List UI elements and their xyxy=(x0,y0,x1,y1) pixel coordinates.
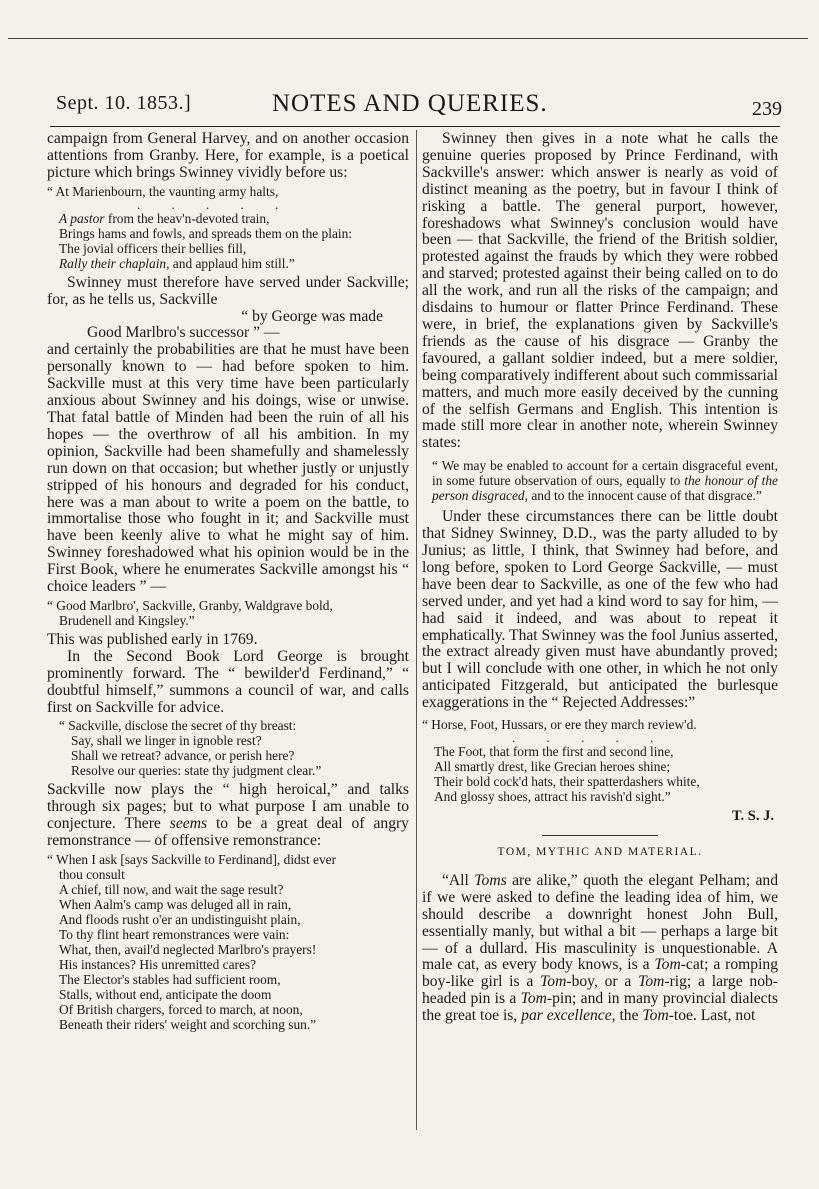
ellipsis-dots: . . . . . xyxy=(137,196,293,212)
verse-line: The jovial officers their bellies fill, xyxy=(59,240,247,256)
header-title: NOTES AND QUERIES. xyxy=(272,90,548,117)
author-signature: T. S. J. xyxy=(731,808,774,825)
italic-text: seems xyxy=(169,815,208,833)
verse-line: And glossy shoes, attract his ravish'd sight.” xyxy=(434,789,671,805)
verse-line: Their bold cock'd hats, their spatterdashers white, xyxy=(434,774,700,790)
paragraph: Swinney must therefore have served under Sackville; for, as he tells us, Sackville xyxy=(47,273,409,308)
italic-text: Tom xyxy=(540,973,567,991)
italic-text: par excellence, xyxy=(521,1007,616,1025)
italic-text: Tom xyxy=(642,1007,669,1025)
italic-text: Rally their chaplain, xyxy=(59,255,170,271)
verse-line: A pastor from the heav'n-devoted train, xyxy=(59,210,270,226)
verse-quote xyxy=(47,718,409,778)
verse-line: thou consult xyxy=(59,867,125,883)
verse-quote xyxy=(47,184,409,271)
italic-text: A pastor xyxy=(59,210,105,226)
paragraph: and certainly the probabilities are that he must have been personally known to — had before spoken to him. Sackville must at this very time have been particularly anxious about Swinney and his doings, wise or unwise. That fatal battle of Minden had been the ruin of all his hopes — the overthrow of all his ambition. In my opinion, Sackville had been shamefully and shamelessly run down on that occasion; but whether justly or unjustly stripped of his honours and degraded for his conduct, here was a man about to write a poem on the battle, to immortalise those who fought in it; and Sackville must have been keenly alive to what he might say of him. Swinney foreshadowed what his opinion would be in the First Book, where he enumerates Sackville amongst his “ choice leaders ” — xyxy=(47,341,409,596)
inline-quote-line: “ by George was made xyxy=(241,307,383,325)
paragraph: This was published early in 1769. xyxy=(47,630,258,648)
italic-text: Tom xyxy=(520,990,547,1008)
verse-quote xyxy=(422,717,778,804)
italic-text: Tom xyxy=(638,973,665,991)
verse-line: Shall we retreat? advance, or perish here? xyxy=(71,748,295,764)
column-divider xyxy=(416,130,417,1130)
paragraph: In the Second Book Lord George is brought prominently forward. The “ bewilder'd Ferdinand,” “ doubtful himself,” summons a council of war, and calls first on Sackville for advice. xyxy=(47,647,409,716)
top-rule xyxy=(8,38,808,39)
verse-line: “ Sackville, disclose the secret of thy breast: xyxy=(59,718,297,734)
verse-line: Brings hams and fowls, and spreads them on the plain: xyxy=(59,225,353,241)
verse-line: A chief, till now, and wait the sage result? xyxy=(59,882,284,898)
inline-quote-line: Good Marlbro's successor ” — xyxy=(87,324,280,342)
page-number: 239 xyxy=(752,98,782,120)
italic-text: Tom xyxy=(654,956,681,974)
verse-line: What, then, avail'd neglected Marlbro's prayers! xyxy=(59,942,317,958)
verse-quote xyxy=(47,852,409,1032)
verse-quote xyxy=(47,598,409,628)
italic-text: the honour of the person disgraced, xyxy=(432,473,778,504)
verse-line: And floods rusht o'er an undistinguisht plain, xyxy=(59,912,301,928)
left-column xyxy=(47,131,409,1036)
verse-line: Resolve our queries: state thy judgment clear.” xyxy=(71,763,322,779)
section-title: TOM, MYTHIC AND MATERIAL. xyxy=(497,846,703,858)
paragraph: campaign from General Harvey, and on another occasion attentions from Granby. Here, for example, is a poetical picture which brings Swinney vividly before us: xyxy=(47,130,409,181)
verse-line: “ Good Marlbro', Sackville, Granby, Waldgrave bold, xyxy=(47,597,333,613)
verse-line: Brudenell and Kingsley.” xyxy=(59,612,195,628)
verse-line: The Foot, that form the first and second line, xyxy=(434,744,674,760)
header-rule xyxy=(50,126,780,127)
right-column xyxy=(422,131,778,1025)
prose-quote: “ We may be enabled to account for a certain disgraceful event, in some future observation of ours, equally to the honour of the person disgraced, and to the innocent cause of that disgrace.” xyxy=(432,458,778,504)
page-header xyxy=(56,90,782,124)
verse-line: Stalls, without end, anticipate the doom xyxy=(59,987,272,1003)
verse-line: Of British chargers, forced to march, at noon, xyxy=(59,1002,303,1018)
verse-line: To thy flint heart remonstrances were vain: xyxy=(59,927,290,943)
verse-line: “ At Marienbourn, the vaunting army halts, xyxy=(47,183,279,199)
paragraph: Swinney then gives in a note what he calls the genuine queries proposed by Prince Ferdinand, with Sackville's answer: which answer is nearly as void of distinct meaning as the poetry, but in favour I think of risking a battle. The general purport, however, foreshadows what Swinney's conclusion would have been — that Sackville, the friend of the British soldier, protested against the frauds by which they were robbed and starved; protested against their being called on to do all the work, and run all the risks of the campaign; and disdains to humour or flatter Prince Ferdinand. These were, in brief, the explanations given by Sackville's friends as the cause of his disgrace — Granby the favoured, a gallant soldier indeed, but a mere soldier, being comparatively indifferent about such commissarial matters, and much more easily deceived by the cunning of the selfish Germans and English. This intention is made still more clear in another note, wherein Swinney states: xyxy=(422,130,778,452)
verse-line: His instances? His unremitted cares? xyxy=(59,957,257,973)
paragraph: Under these circumstances there can be little doubt that Sidney Swinney, D.D., was the party alluded to by Junius; as little, I think, that Swinney had before, and long before, spoken to Lord George Sackville, — must have been dear to Sackville, as one of the few who had served under, and yet had a kind word to say for him, — had said it indeed, and was about to repeat it emphatically. That Swinney was the fool Junius asserted, the extract already given must have abundantly proved; but I will conclude with one other, in which he not only anticipated Fitzgerald, but anticipated the burlesque exaggerations in the “ Rejected Addresses:” xyxy=(422,508,778,712)
paragraph: Sackville now plays the “ high heroical,” and talks through six pages; but to what purpose I am unable to conjecture. There seems to be a great deal of angry remonstrance — of offensive remonstrance: xyxy=(47,781,409,850)
section-rule xyxy=(542,835,658,836)
verse-line: The Elector's stables had sufficient room, xyxy=(59,972,281,988)
verse-line: When Aalm's camp was deluged all in rain, xyxy=(59,897,292,913)
paragraph: “All Toms are alike,” quoth the elegant Pelham; and if we were asked to define the leading idea of him, we should describe a downright honest John Bull, essentially manly, but withal a bit — perhaps a large bit — of a dullard. His masculinity is unquestionable. A male cat, as every body knows, is a Tom-cat; a romping boy-like girl is a Tom-boy, or a Tom-rig; a large nob-headed pin is a Tom-pin; and in many provincial dialects the great toe is, par excellence, the Tom-toe. Last, not xyxy=(422,871,779,1025)
verse-line: Say, shall we linger in ignoble rest? xyxy=(71,733,262,749)
italic-text: Toms xyxy=(474,871,507,889)
verse-line: “ Horse, Foot, Hussars, or ere they march review'd. xyxy=(422,717,697,733)
verse-line: Rally their chaplain, and applaud him still.” xyxy=(59,255,295,271)
verse-line: “ When I ask [says Sackville to Ferdinand], didst ever xyxy=(47,852,337,868)
header-date: Sept. 10. 1853.] xyxy=(56,92,192,114)
verse-line: Beneath their riders' weight and scorching sun.” xyxy=(59,1017,317,1033)
ellipsis-dots: . . . . . xyxy=(512,730,668,746)
verse-line: All smartly drest, like Grecian heroes shine; xyxy=(434,759,671,775)
